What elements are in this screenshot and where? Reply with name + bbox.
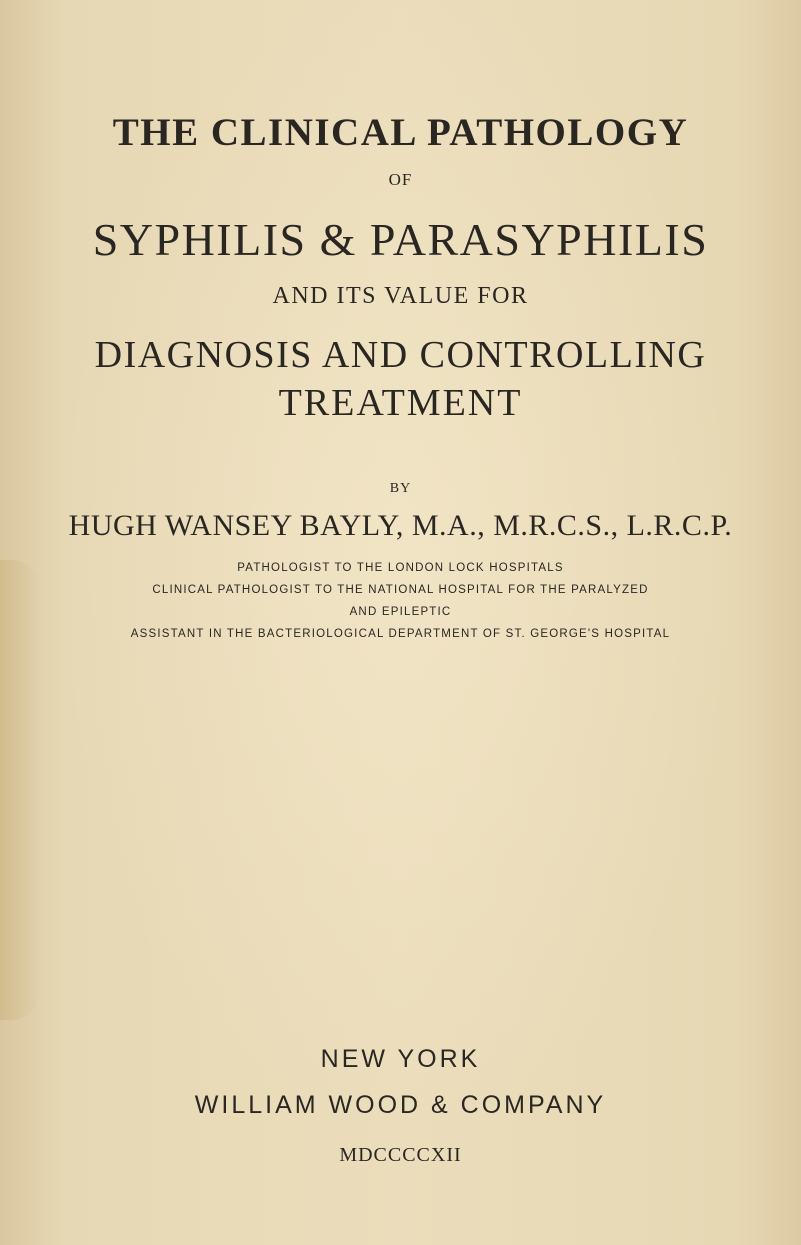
title-line-treatment: TREATMENT [278, 382, 523, 424]
author-credential: ASSISTANT IN THE BACTERIOLOGICAL DEPARTMENT OF ST. GEORGE'S HOSPITAL [130, 628, 671, 640]
title-line-diagnosis: DIAGNOSIS AND CONTROLLING [94, 334, 707, 376]
author-name: HUGH WANSEY BAYLY, M.A., M.R.C.S., L.R.C.P. [68, 509, 733, 542]
title-line-value: AND ITS VALUE FOR [272, 283, 529, 309]
imprint-year: MDCCCCXII [339, 1144, 462, 1166]
imprint-publisher: WILLIAM WOOD & COMPANY [194, 1091, 607, 1119]
title-line-of: OF [388, 170, 413, 189]
title-line-syphilis: SYPHILIS & PARASYPHILIS [92, 214, 709, 265]
byline-by: BY [389, 481, 412, 496]
imprint-city: NEW YORK [320, 1045, 481, 1073]
author-credential: CLINICAL PATHOLOGIST TO THE NATIONAL HOSPITAL FOR THE PARALYZED [152, 584, 649, 596]
author-credential: AND EPILEPTIC [349, 606, 452, 618]
author-credential: PATHOLOGIST TO THE LONDON LOCK HOSPITALS [237, 562, 564, 574]
title-line-1: THE CLINICAL PATHOLOGY [112, 111, 689, 154]
